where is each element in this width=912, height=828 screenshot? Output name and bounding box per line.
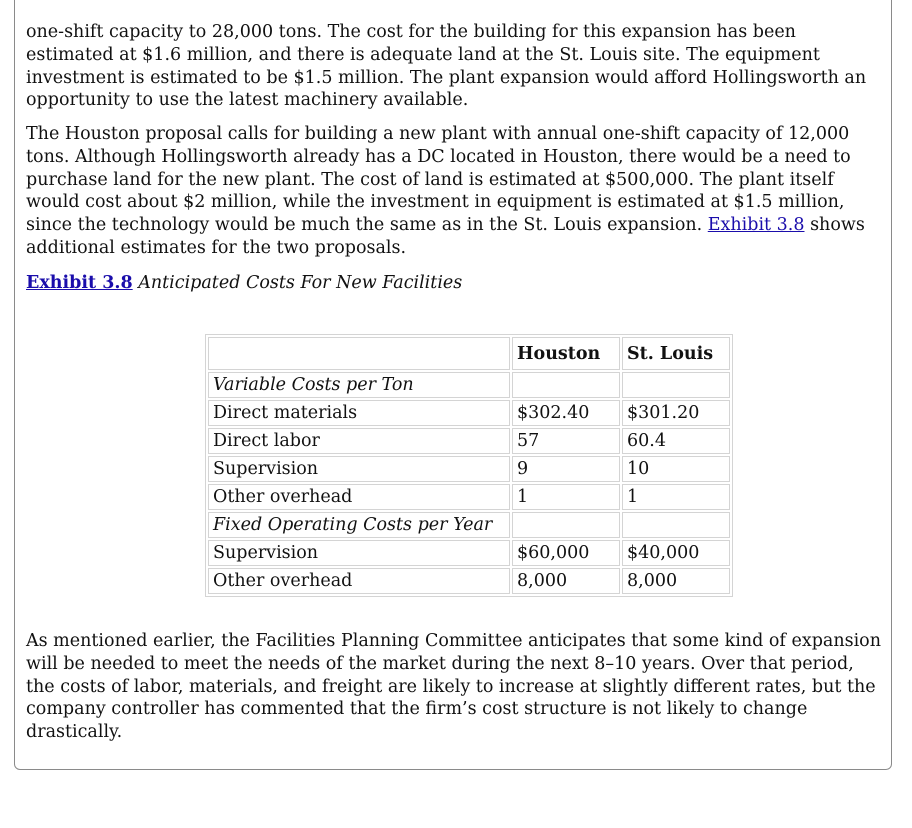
st-louis-value: 8,000	[622, 568, 730, 594]
row-label: Other overhead	[208, 568, 510, 594]
paragraph-houston	[26, 123, 888, 260]
st-louis-value: $301.20	[622, 400, 730, 426]
houston-value: $60,000	[512, 540, 620, 566]
table-row	[208, 428, 730, 454]
table-row	[208, 512, 730, 538]
st-louis-value: $40,000	[622, 540, 730, 566]
houston-value: 57	[512, 428, 620, 454]
paragraph-text: The Houston proposal calls for building a new plant with annual one-shift capacity of 12,000 tons. Although Hollingsworth already has a DC located in Houston, there would be a need to purchase land for the new plant. The cost of land is estimated at $500,000. The plant itself would cost about $2 million, while the investment in equipment is estimated at $1.5 million, since the technology would be much the same as in the St. Louis expansion.	[26, 124, 851, 236]
row-label: Direct labor	[208, 428, 510, 454]
table-row	[208, 400, 730, 426]
exhibit-caption-link[interactable]: Exhibit 3.8	[26, 273, 133, 293]
table-row	[208, 568, 730, 594]
row-label: Fixed Operating Costs per Year	[208, 512, 510, 538]
cost-table	[205, 334, 733, 597]
exhibit-link[interactable]: Exhibit 3.8	[707, 215, 805, 236]
exhibit-title: Anticipated Costs For New Facilities	[138, 273, 463, 293]
row-label: Variable Costs per Ton	[208, 372, 510, 398]
row-label: Direct materials	[208, 400, 510, 426]
table-header-row	[208, 337, 730, 370]
table-row	[208, 484, 730, 510]
row-label: Supervision	[208, 540, 510, 566]
header-empty	[208, 337, 510, 370]
st-louis-value	[622, 372, 730, 398]
header-st-louis: St. Louis	[622, 337, 730, 370]
table-row	[208, 456, 730, 482]
paragraph-st-louis	[26, 21, 888, 112]
exhibit-caption	[26, 272, 462, 294]
header-houston: Houston	[512, 337, 620, 370]
st-louis-value: 10	[622, 456, 730, 482]
paragraph-text: As mentioned earlier, the Facilities Planning Committee anticipates that some kind of expansion will be needed to meet the needs of the market during the next 8–10 years. Over that period, the costs of labor, materials, and freight are likely to increase at slightly different rates, but the company controller has commented that the firm’s cost structure is not likely to change drastically.	[26, 631, 881, 743]
st-louis-value: 1	[622, 484, 730, 510]
st-louis-value: 60.4	[622, 428, 730, 454]
paragraph-text: one-shift capacity to 28,000 tons. The cost for the building for this expansion has been estimated at $1.6 million, and there is adequate land at the St. Louis site. The equipment investment is estimated to be $1.5 million. The plant expansion would afford Hollingsworth an opportunity to use the latest machinery available.	[26, 22, 867, 111]
row-label: Supervision	[208, 456, 510, 482]
houston-value: $302.40	[512, 400, 620, 426]
houston-value: 8,000	[512, 568, 620, 594]
paragraph-conclusion	[26, 630, 888, 744]
houston-value: 9	[512, 456, 620, 482]
row-label: Other overhead	[208, 484, 510, 510]
st-louis-value	[622, 512, 730, 538]
houston-value	[512, 372, 620, 398]
table-row	[208, 540, 730, 566]
table-row	[208, 372, 730, 398]
paragraph-text-end: shows additional estimates for the two proposals.	[26, 215, 865, 258]
houston-value	[512, 512, 620, 538]
houston-value: 1	[512, 484, 620, 510]
